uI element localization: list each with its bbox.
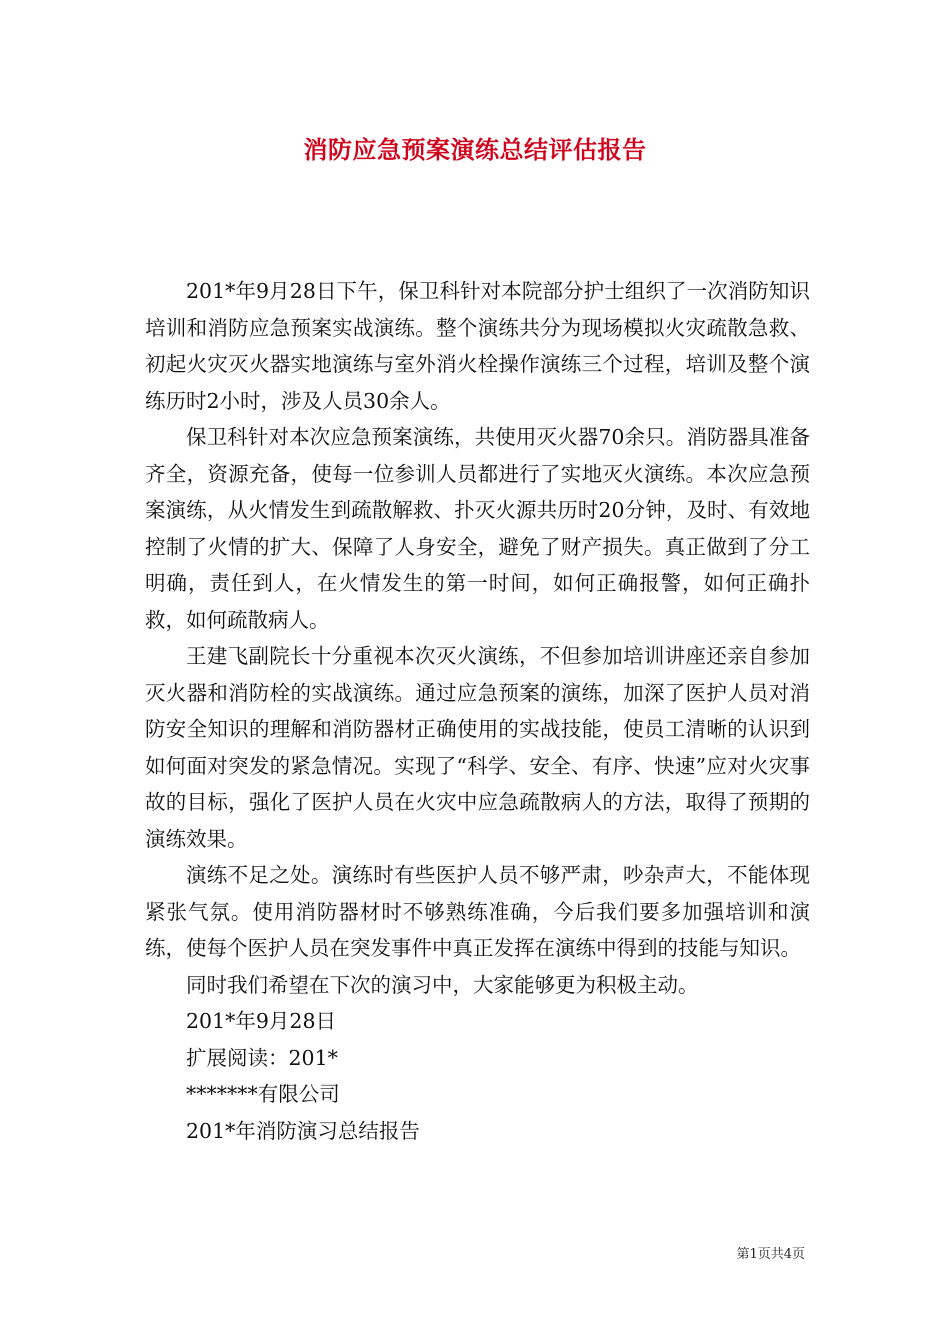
- paragraph-hope: 同时我们希望在下次的演习中，大家能够更为积极主动。: [186, 972, 699, 997]
- document-body: [145, 273, 810, 1149]
- paragraph-drill-overview: 201*年9月28日下午，保卫科针对本院部分护士组织了一次消防知识培训和消防应急预案实战演练。整个演练共分为现场模拟火灾疏散急救、初起火灾灭火器实地演练与室外消火栓操作演练三个过程，培训及整个演练历时2小时，涉及人员30余人。: [145, 279, 810, 413]
- paragraph-leadership-results: 王建飞副院长十分重视本次灭火演练，不但参加培训讲座还亲自参加灭火器和消防栓的实战演练。通过应急预案的演练，加深了医护人员对消防安全知识的理解和消防器材正确使用的实战技能，使员工清晰的认识到如何面对突发的紧急情况。实现了“科学、安全、有序、快速”应对火灾事故的目标，强化了医护人员在火灾中应急疏散病人的方法，取得了预期的演练效果。: [145, 644, 810, 851]
- page-number: 第1页共4页: [736, 1247, 805, 1262]
- paragraph-date: 201*年9月28日: [186, 1009, 337, 1033]
- paragraph-extinguisher-usage: 保卫科针对本次应急预案演练，共使用灭火器70余只。消防器具准备齐全，资源充备，使每一位参训人员都进行了实地灭火演练。本次应急预案演练，从火情发生到疏散解救、扑灭火源共历时20分钟，及时、有效地控制了火情的扩大、保障了人身安全，避免了财产损失。真正做到了分工明确，责任到人，在火情发生的第一时间，如何正确报警，如何正确扑救，如何疏散病人。: [145, 425, 810, 632]
- paragraph-company: *******有限公司: [186, 1082, 340, 1106]
- paragraph-report-title: 201*年消防演习总结报告: [186, 1118, 420, 1143]
- document-title: 消防应急预案演练总结评估报告: [303, 135, 647, 164]
- paragraph-shortcomings: 演练不足之处。演练时有些医护人员不够严肃，吵杂声大，不能体现紧张气氛。使用消防器材时不够熟练准确，今后我们要多加强培训和演练，使每个医护人员在突发事件中真正发挥在演练中得到的技能与知识。: [145, 863, 810, 960]
- paragraph-extended-reading: 扩展阅读：201*: [186, 1045, 338, 1070]
